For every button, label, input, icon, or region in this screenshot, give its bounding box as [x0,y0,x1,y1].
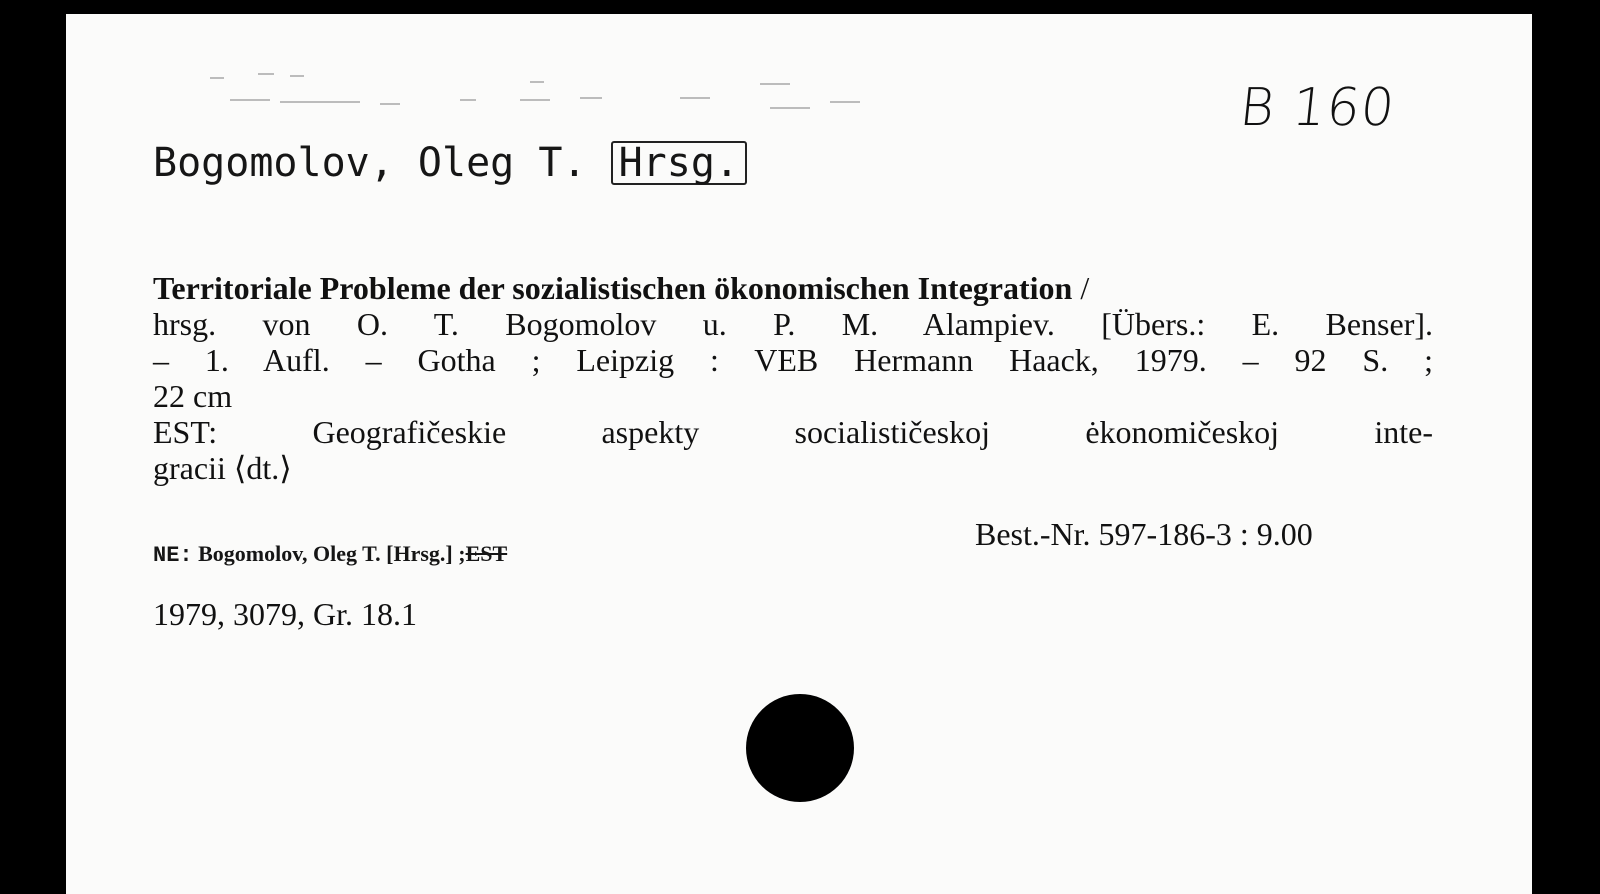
description-line-4: EST: Geografičeskie aspekty socialističeskoj ėkonomičeskoj inte- [153,414,1433,450]
title-line [153,270,1433,306]
added-entry-struck: EST [465,541,508,566]
heading-role: Hrsg. [618,140,739,186]
work-title: Territoriale Probleme der sozialistischen ökonomischen Integration [153,270,1073,306]
description-line-3: 22 cm [153,378,233,414]
title-separator: / [1080,270,1090,306]
added-entry-text: Bogomolov, Oleg T. [Hrsg.] ; [198,541,466,566]
description-line-2: – 1. Aufl. – Gotha ; Leipzig : VEB Hermann Haack, 1979. – 92 S. ; [153,342,1433,378]
description-line-1: hrsg. von O. T. Bogomolov u. P. M. Alampiev. [Übers.: E. Benser]. [153,306,1433,342]
shelf-mark: B 160 [1236,78,1398,138]
description-line-5: gracii ⟨dt.⟩ [153,450,292,486]
punch-hole [746,694,854,802]
scan-border-top [0,0,1600,14]
scan-border-right [1535,0,1600,880]
added-entry-line [153,541,507,568]
heading-role-bracket [611,141,747,185]
faded-header-marks [210,70,890,120]
scan-border-bottom-left [0,866,66,880]
bibliographic-description [153,270,1433,486]
catalog-number: 1979, 3079, Gr. 18.1 [153,596,417,632]
heading-author: Bogomolov, Oleg T. [153,140,587,186]
order-number: Best.-Nr. 597-186-3 : 9.00 [975,516,1313,552]
added-entry-prefix: NE: [153,543,193,568]
heading-author-line [153,140,747,186]
